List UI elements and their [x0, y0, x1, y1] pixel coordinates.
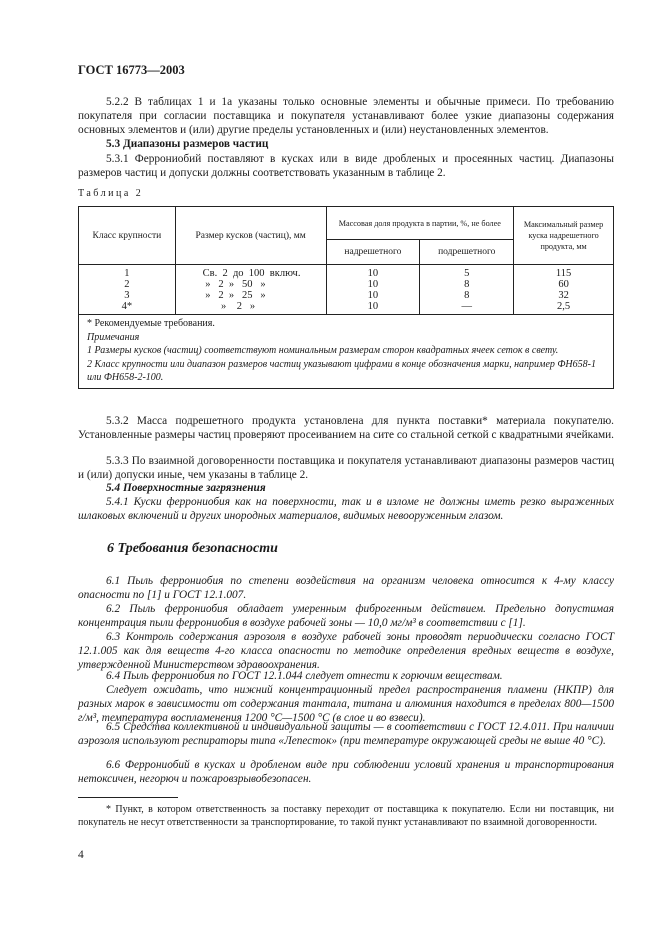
- paragraph-5-4-1: 5.4.1 Куски феррониобия как на поверхности, так и в изломе не должны иметь резко выраженных шлаковых включений и других инородных материалов, видимых невооруженным глазом.: [78, 496, 614, 523]
- col-header-max-size: Максимальный размер куска надрешетного продукта, мм: [514, 207, 614, 265]
- col-header-mass-fraction: Массовая доля продукта в партии, %, не более: [326, 207, 514, 240]
- cell-class: 3: [79, 290, 176, 301]
- cell-size: » 2 » 50 »: [202, 279, 266, 290]
- table-row: [79, 279, 614, 290]
- cell-class: 4*: [79, 301, 176, 315]
- table-row: [79, 265, 614, 280]
- paragraph-5-3-1: 5.3.1 Феррониобий поставляют в кусках или в виде дробленых и просеянных частиц. Диапазоны размеров частиц и допуски должны соответствовать указанным в таблице 2.: [78, 153, 614, 180]
- table-caption: Таблица 2: [78, 188, 144, 199]
- paragraph-6-4-nkpr: Следует ожидать, что нижний концентрационный предел распространения пламени (НКПР) для разных марок в зависимости от содержания тантала, титана и алюминия находится в пределах 800—1500 г/м³, температура воспламенения 1200 °С—1500 °С (в слое и во взвеси).: [78, 684, 614, 725]
- cell-size: » 2 »: [202, 301, 256, 312]
- note-1: 1 Размеры кусков (частиц) соответствуют номинальным размерам сторон квадратных ячеек сеток в свету.: [87, 345, 559, 356]
- table-2: [78, 206, 614, 389]
- cell-oversize: 10: [326, 301, 420, 315]
- cell-class: 1: [79, 265, 176, 280]
- paragraph-6-2: 6.2 Пыль феррониобия обладает умеренным фиброгенным действием. Предельно допустимая концентрация пыли феррониобия в воздухе рабочей зоны — 10,0 мг/м³ в соответствии с [1].: [78, 603, 614, 630]
- col-header-class: Класс крупности: [79, 207, 176, 265]
- footnote: * Пункт, в котором ответственность за поставку переходит от поставщика к покупателю. Если ни поставщик, ни покупатель не несут ответственности за транспортирование, то такой пункт устанавливают по взаимной договоренности.: [78, 804, 614, 828]
- cell-undersize: 8: [420, 290, 514, 301]
- cell-undersize: 8: [420, 279, 514, 290]
- page-number: 4: [78, 849, 84, 861]
- col-header-undersize: подрешетного: [420, 240, 514, 265]
- cell-max: 60: [514, 279, 614, 290]
- note-star: * Рекомендуемые требования.: [87, 318, 215, 329]
- table-notes: [79, 315, 614, 389]
- cell-max: 115: [514, 265, 614, 280]
- notes-title: Примечания: [87, 331, 140, 343]
- cell-oversize: 10: [326, 279, 420, 290]
- paragraph-5-3-3: 5.3.3 По взаимной договоренности поставщика и покупателя устанавливают диапазоны размеров частиц и (или) допуски иные, чем указаны в таблице 2.: [78, 455, 614, 482]
- table-row: [79, 301, 614, 315]
- col-header-size: Размер кусков (частиц), мм: [175, 207, 326, 265]
- paragraph-6-3: 6.3 Контроль содержания аэрозоля в воздухе рабочей зоны проводят периодически согласно ГОСТ 12.1.005 как для веществ 4-го класса опасности по методике определения вредных веществ в воздухе, утвержденной Министерством здравоохранения.: [78, 631, 614, 672]
- col-header-oversize: надрешетного: [326, 240, 420, 265]
- document-header: ГОСТ 16773—2003: [78, 63, 185, 77]
- section-6-heading: 6 Требования безопасности: [107, 541, 278, 556]
- heading-5-4: 5.4 Поверхностные загрязнения: [106, 482, 266, 494]
- cell-max: 32: [514, 290, 614, 301]
- cell-class: 2: [79, 279, 176, 290]
- note-2: 2 Класс крупности или диапазон размеров частиц указывают цифрами в конце обозначения марки, например ФН658-1 или ФН658-2-100.: [87, 358, 596, 383]
- paragraph-6-6: 6.6 Феррониобий в кусках и дробленом виде при соблюдении условий хранения и транспортирования нетоксичен, негорюч и пожаровзрывобезопасен.: [78, 759, 614, 786]
- paragraph-6-4: 6.4 Пыль феррониобия по ГОСТ 12.1.044 следует отнести к горючим веществам.: [106, 670, 503, 682]
- paragraph-6-5: 6.5 Средства коллективной и индивидуальной защиты — в соответствии с ГОСТ 12.4.011. При наличии аэрозоля используют респираторы типа «Лепесток» (при температуре окружающей среды не выше 40 °С).: [78, 721, 614, 748]
- cell-undersize: —: [420, 301, 514, 315]
- cell-size: Св. 2 до 100 включ.: [202, 268, 301, 279]
- paragraph-5-2-2: 5.2.2 В таблицах 1 и 1а указаны только основные элементы и обычные примеси. По требованию покупателя при согласии поставщика и покупателя устанавливают более узкие диапазоны содержания основных элементов и (или) другие пределы установленных и (или) неустановленных элементов.: [78, 96, 614, 137]
- cell-undersize: 5: [420, 265, 514, 280]
- table-row: [79, 290, 614, 301]
- cell-oversize: 10: [326, 290, 420, 301]
- heading-5-3: 5.3 Диапазоны размеров частиц: [106, 138, 269, 150]
- cell-oversize: 10: [326, 265, 420, 280]
- cell-max: 2,5: [514, 301, 614, 315]
- paragraph-6-1: 6.1 Пыль феррониобия по степени воздействия на организм человека относится к 4-му классу опасности по [1] и ГОСТ 12.1.007.: [78, 575, 614, 602]
- paragraph-5-3-2: 5.3.2 Масса подрешетного продукта установлена для пункта поставки* материала покупателю. Установленные размеры частиц проверяют просеиванием на сите со стальной сеткой с квадратными ячейками.: [78, 415, 614, 442]
- footnote-divider: [78, 797, 178, 798]
- cell-size: » 2 » 25 »: [202, 290, 266, 301]
